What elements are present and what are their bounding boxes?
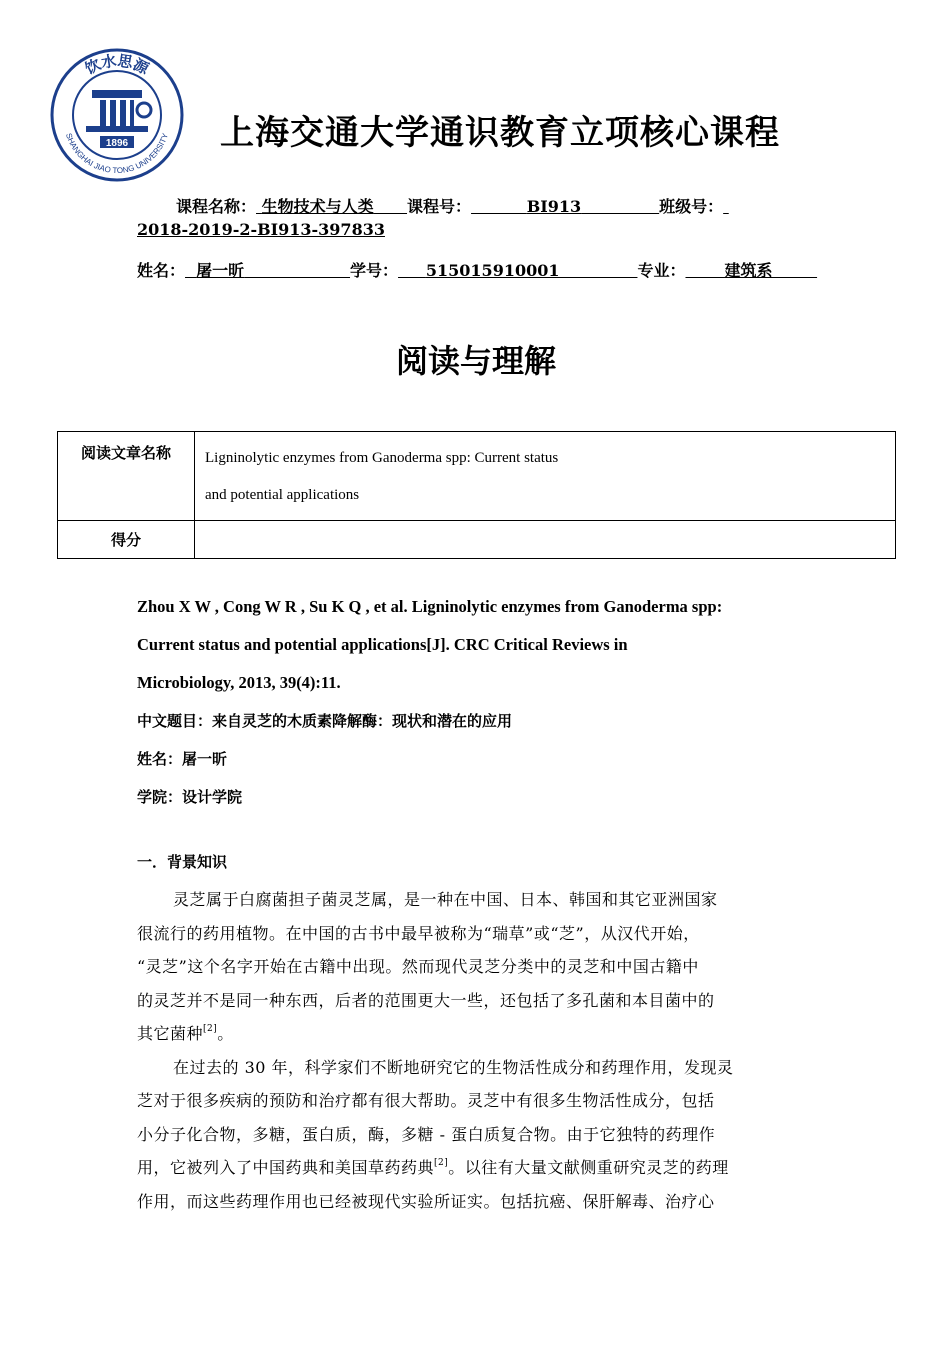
student-id-label: 学号： xyxy=(350,261,399,280)
citation-line1: Zhou X W , Cong W R , Su K Q , et al. Ligninolytic enzymes from Ganoderma spp: xyxy=(137,597,723,616)
reference-mark: [2] xyxy=(434,1158,449,1168)
seal-year: 1896 xyxy=(105,138,129,149)
score-label: 得分 xyxy=(58,521,195,559)
section-body xyxy=(137,883,817,1218)
section-heading-background: 一．背景知识 xyxy=(137,853,228,871)
university-seal-logo xyxy=(50,48,184,182)
university-course-title: 上海交通大学通识教育立项核心课程 xyxy=(220,113,780,153)
paragraph1-line1: 灵芝属于白腐菌担子菌灵芝属，是一种在中国、日本、韩国和其它亚洲国家 xyxy=(173,890,718,909)
paragraph2-line3: 小分子化合物，多糖，蛋白质，酶，多糖 - 蛋白质复合物。由于它独特的药理作 xyxy=(137,1124,716,1144)
paragraph1-line5: 其它菌种[2]。 xyxy=(137,1024,234,1043)
chinese-title: 中文题目：来自灵芝的木质素降解酶：现状和潜在的应用 xyxy=(137,712,513,730)
name-value: 屠一昕 xyxy=(196,261,245,280)
paragraph2-line2: 芝对于很多疾病的预防和治疗都有很大帮助。灵芝中有很多生物活性成分，包括 xyxy=(137,1091,715,1110)
citation-line2: Current status and potential applications[J]. CRC Critical Reviews in xyxy=(137,635,628,654)
paragraph2-line4: 用，它被列入了中国药典和美国草药药典[2]。以往有大量文献侧重研究灵芝的药理 xyxy=(137,1158,729,1177)
course-info-line2 xyxy=(137,258,817,281)
citation-line3: Microbiology, 2013, 39(4):11. xyxy=(137,673,341,692)
name-label: 姓名： xyxy=(137,261,186,280)
major-label: 专业： xyxy=(637,261,686,280)
article-name-line1: Ligninolytic enzymes from Ganoderma spp: Current status xyxy=(205,450,559,466)
course-name-value: 生物技术与人类 xyxy=(261,197,374,216)
college-line: 学院：设计学院 xyxy=(137,788,243,806)
course-no-value: BI913 xyxy=(526,197,582,216)
paragraph2-line5: 作用，而这些药理作用也已经被现代实验所证实。包括抗癌、保肝解毒、治疗心 xyxy=(137,1191,715,1211)
paragraph1-line4: 的灵芝并不是同一种东西，后者的范围更大一些，还包括了多孔菌和本目菌中的 xyxy=(137,990,715,1010)
class-no-value: 2018-2019-2-BI913-397833 xyxy=(137,220,385,239)
course-name-label: 课程名称： xyxy=(176,197,257,216)
course-info-line1 xyxy=(176,194,729,217)
section-title: 阅读与理解 xyxy=(395,342,556,380)
paragraph1-line2: 很流行的药用植物。在中国的古书中最早被称为“瑞草”或“芝”，从汉代开始， xyxy=(137,923,700,943)
article-info-table xyxy=(57,431,896,559)
article-name-value xyxy=(195,432,896,521)
citation-block xyxy=(137,588,837,816)
seal-top-text: 饮水思源 xyxy=(82,51,152,78)
course-no-label: 课程号： xyxy=(407,197,472,216)
paragraph1-line3: “灵芝”这个名字开始在古籍中出现。然而现代灵芝分类中的灵芝和中国古籍中 xyxy=(137,957,699,976)
class-no-label: 班级号： xyxy=(659,197,724,216)
article-name-label: 阅读文章名称 xyxy=(58,432,195,521)
paragraph2-line1: 在过去的 30 年，科学家们不断地研究它的生物活性成分和药理作用，发现灵 xyxy=(173,1057,734,1077)
author-name-line: 姓名：屠一昕 xyxy=(137,750,228,768)
article-name-line2: and potential applications xyxy=(205,487,360,503)
score-value xyxy=(195,521,896,559)
seal-bottom-text: SHANGHAI JIAO TONG UNIVERSITY xyxy=(63,132,171,176)
major-value: 建筑系 xyxy=(724,261,773,280)
reference-mark: [2] xyxy=(203,1024,218,1034)
student-id-value: 515015910001 xyxy=(425,261,560,280)
